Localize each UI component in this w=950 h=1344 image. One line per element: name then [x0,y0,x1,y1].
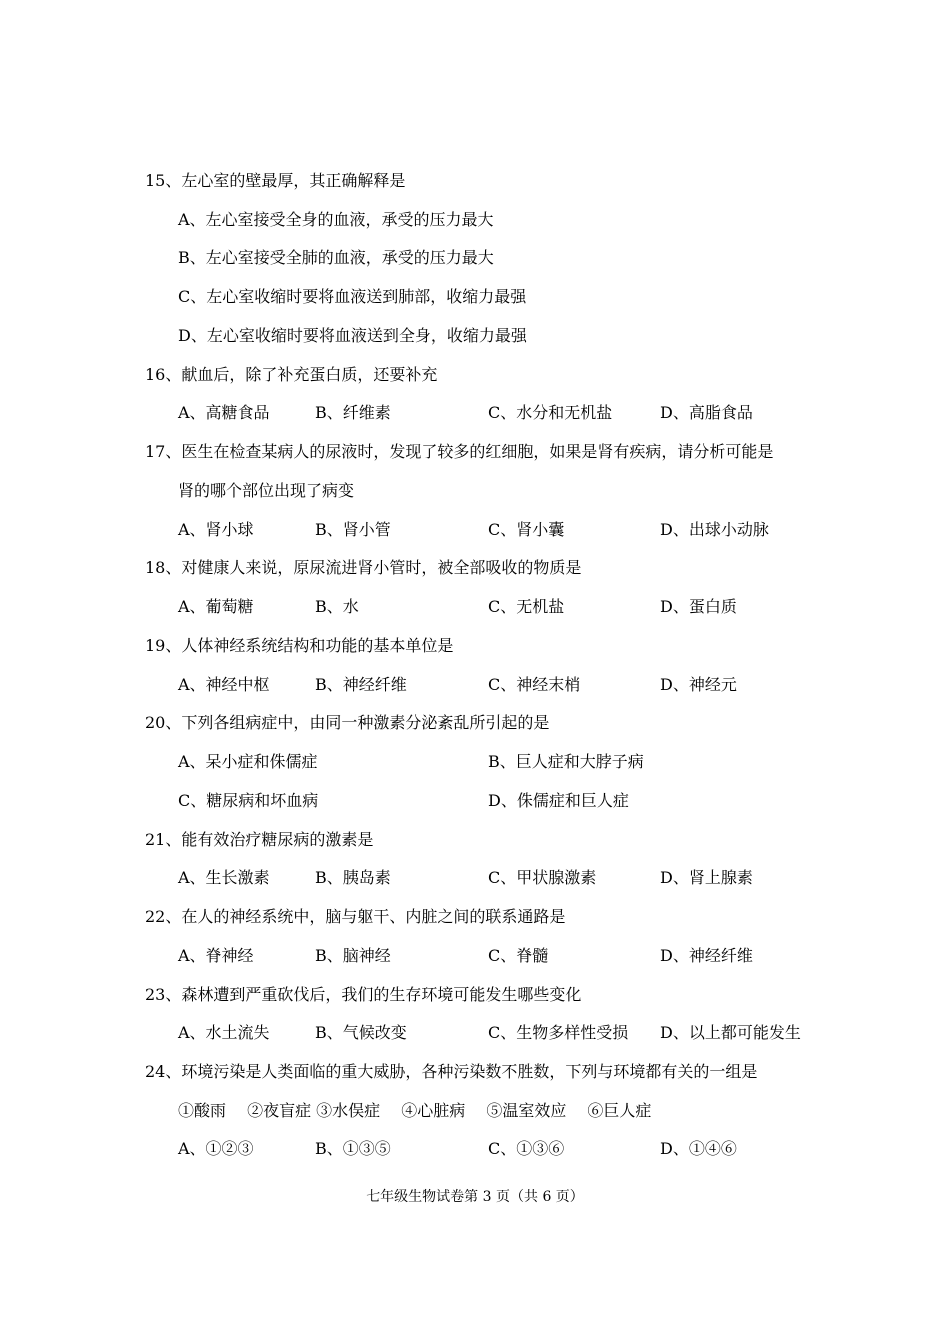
question-15-option-d: D、左心室收缩时要将血液送到全身，收缩力最强 [178,326,527,345]
question-19-option-c: C、神经末梢 [488,675,581,694]
question-20-option-c: C、糖尿病和坏血病 [178,791,319,810]
question-17-stem: 17、医生在检查某病人的尿液时，发现了较多的红细胞，如果是肾有疾病，请分析可能是 [145,442,774,461]
question-22-stem: 22、在人的神经系统中，脑与躯干、内脏之间的联系通路是 [145,907,566,926]
question-23-option-b: B、气候改变 [315,1023,407,1042]
question-20-option-d: D、侏儒症和巨人症 [488,791,629,810]
question-24-items: ①酸雨 ②夜盲症 ③水俣症 ④心脏病 ⑤温室效应 ⑥巨人症 [178,1101,652,1120]
question-16-stem: 16、献血后，除了补充蛋白质，还要补充 [145,365,438,384]
question-20-option-b: B、巨人症和大脖子病 [488,752,644,771]
question-18-option-d: D、蛋白质 [660,597,737,616]
question-19-option-d: D、神经元 [660,675,737,694]
question-19-option-b: B、神经纤维 [315,675,407,694]
question-17-stem-continued: 肾的哪个部位出现了病变 [178,481,355,500]
question-15-option-b: B、左心室接受全肺的血液，承受的压力最大 [178,248,494,267]
question-21-option-d: D、肾上腺素 [660,868,753,887]
question-21-option-b: B、胰岛素 [315,868,391,887]
page-footer: 七年级生物试卷第 3 页（共 6 页） [366,1189,584,1205]
question-18-stem: 18、对健康人来说，原尿流进肾小管时，被全部吸收的物质是 [145,558,582,577]
question-19-option-a: A、神经中枢 [178,675,270,694]
question-17-option-c: C、肾小囊 [488,520,565,539]
question-21-stem: 21、能有效治疗糖尿病的激素是 [145,830,374,849]
question-24-stem: 24、环境污染是人类面临的重大威胁，各种污染数不胜数，下列与环境都有关的一组是 [145,1062,758,1081]
question-16-option-a: A、高糖食品 [178,403,270,422]
question-16-option-c: C、水分和无机盐 [488,403,613,422]
question-17-option-d: D、出球小动脉 [660,520,769,539]
question-24-option-b: B、①③⑤ [315,1139,391,1158]
question-21-option-c: C、甲状腺激素 [488,868,597,887]
question-17-option-b: B、肾小管 [315,520,391,539]
question-15-option-a: A、左心室接受全身的血液，承受的压力最大 [178,210,494,229]
question-15-option-c: C、左心室收缩时要将血液送到肺部，收缩力最强 [178,287,527,306]
question-19-stem: 19、人体神经系统结构和功能的基本单位是 [145,636,454,655]
question-18-option-b: B、水 [315,597,359,616]
question-22-option-b: B、脑神经 [315,946,391,965]
question-20-option-a: A、呆小症和侏儒症 [178,752,318,771]
question-18-option-c: C、无机盐 [488,597,565,616]
question-23-option-a: A、水土流失 [178,1023,270,1042]
question-22-option-a: A、脊神经 [178,946,254,965]
question-23-option-c: C、生物多样性受损 [488,1023,629,1042]
question-20-stem: 20、下列各组病症中，由同一种激素分泌紊乱所引起的是 [145,713,550,732]
question-23-option-d: D、以上都可能发生 [660,1023,801,1042]
question-17-option-a: A、肾小球 [178,520,254,539]
question-23-stem: 23、森林遭到严重砍伐后，我们的生存环境可能发生哪些变化 [145,985,582,1004]
question-24-option-c: C、①③⑥ [488,1139,565,1158]
question-15-stem: 15、左心室的壁最厚，其正确解释是 [145,171,406,190]
question-22-option-c: C、脊髓 [488,946,549,965]
question-16-option-b: B、纤维素 [315,403,391,422]
question-24-option-d: D、①④⑥ [660,1139,737,1158]
question-16-option-d: D、高脂食品 [660,403,753,422]
question-21-option-a: A、生长激素 [178,868,270,887]
question-22-option-d: D、神经纤维 [660,946,753,965]
question-18-option-a: A、葡萄糖 [178,597,254,616]
question-24-option-a: A、①②③ [178,1139,254,1158]
